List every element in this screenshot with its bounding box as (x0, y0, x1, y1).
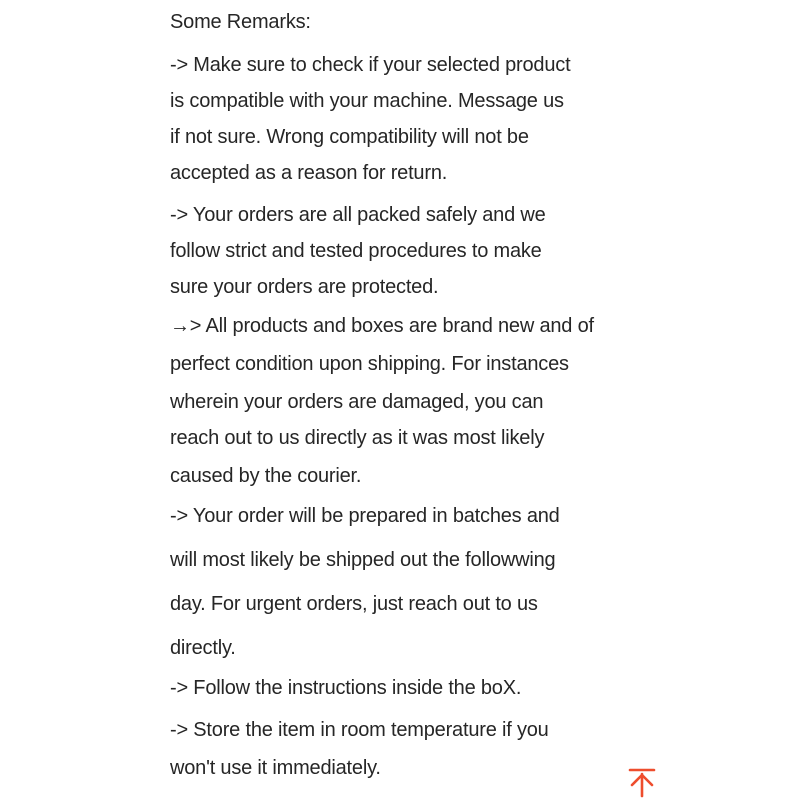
remarks-line: directly. (170, 637, 236, 659)
remarks-line: day. For urgent orders, just reach out to us (170, 593, 538, 615)
remarks-line: reach out to us directly as it was most likely (170, 427, 545, 449)
remarks-line: is compatible with your machine. Message us (170, 90, 564, 112)
remarks-line: sure your orders are protected. (170, 276, 439, 298)
remarks-line: -> Follow the instructions inside the boX. (170, 677, 522, 699)
remarks-line: will most likely be shipped out the followwing (170, 549, 556, 571)
remarks-line: won't use it immediately. (170, 757, 381, 779)
remarks-heading: Some Remarks: (170, 11, 311, 33)
remarks-line: perfect condition upon shipping. For instances (170, 353, 569, 375)
back-to-top-button[interactable] (626, 766, 658, 798)
remarks-line: →> All products and boxes are brand new and of (170, 315, 594, 337)
remarks-line: -> Your order will be prepared in batches and (170, 505, 560, 527)
remarks-line: follow strict and tested procedures to make (170, 240, 542, 262)
remarks-line: -> Make sure to check if your selected product (170, 54, 571, 76)
remarks-line: if not sure. Wrong compatibility will not be (170, 126, 529, 148)
remarks-line: wherein your orders are damaged, you can (170, 391, 544, 413)
remarks-line: caused by the courier. (170, 465, 362, 487)
remarks-line: accepted as a reason for return. (170, 162, 448, 184)
remarks-line: -> Store the item in room temperature if you (170, 719, 549, 741)
remarks-line: -> Your orders are all packed safely and we (170, 204, 546, 226)
back-to-top-icon (626, 766, 658, 798)
